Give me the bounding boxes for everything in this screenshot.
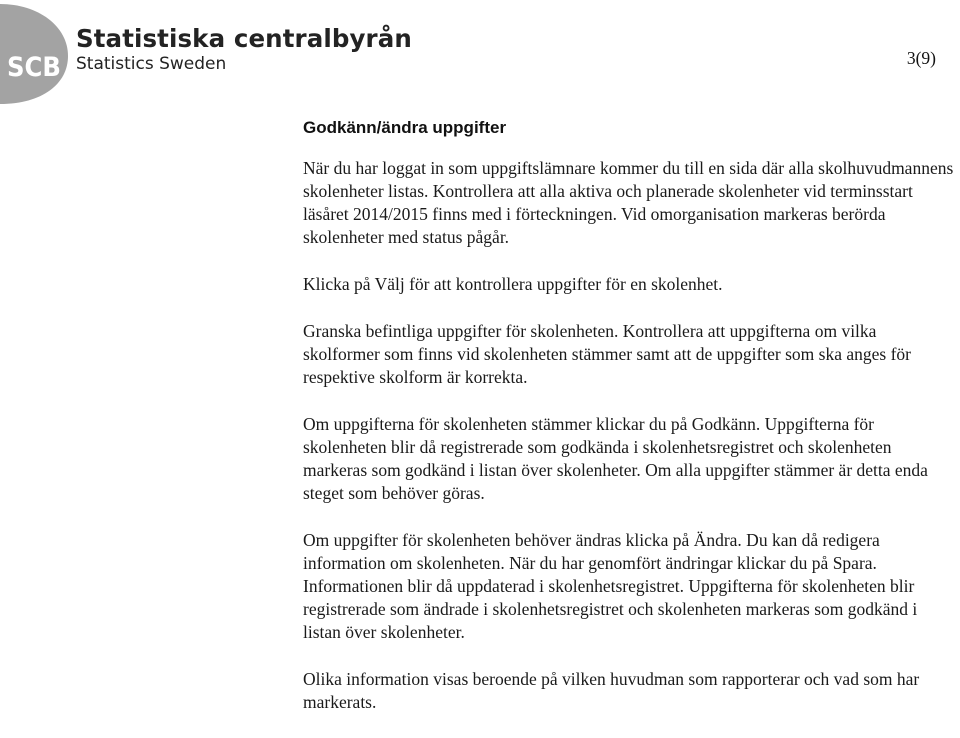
page-header [0,0,960,110]
paragraph-approve: Om uppgifterna för skolenheten stämmer klickar du på Godkänn. Uppgifterna för skolenheten blir då registrerade som godkända i skolenhetsregistret och skolenheten markeras som godkänd i listan över skolenheter. Om alla uppgifter stämmer är detta enda steget som behöver göras. [303,414,928,503]
paragraph-info: Olika information visas beroende på vilken huvudman som rapporterar och vad som har markerats. [303,669,920,712]
paragraph-change: Om uppgifter för skolenheten behöver ändras klicka på Ändra. Du kan då redigera information om skolenheten. När du har genomfört ändringar klickar du på Spara. Informationen blir då uppdaterad i skolenhetsregistret. Uppgifterna för skolenheten blir registrerade som ändrade i skolenhetsregistret och skolenheten markeras som godkänd i listan över skolenheter. [303,530,918,642]
section-heading: Godkänn/ändra uppgifter [303,118,507,137]
logo-wordmark [76,24,412,75]
org-name-english: Statistics Sweden [76,54,227,74]
paragraph-intro: När du har loggat in som uppgiftslämnare kommer du till en sida där alla skolhuvudmannens skolenheter listas. Kontrollera att alla aktiva och planerade skolenheter vid terminsstart läsåret 2014/2015 finns med i förteckningen. Vid omorganisation markeras berörda skolenheter med status pågår. [303,158,954,247]
scb-logo-icon [0,0,70,104]
svg-text:SCB: SCB [7,52,61,83]
page-number: 3(9) [906,48,936,68]
paragraph-review: Granska befintliga uppgifter för skolenheten. Kontrollera att uppgifterna om vilka skolformer som finns vid skolenheten stämmer samt att de uppgifter som ska anges för respektive skolform är korrekta. [303,321,911,387]
org-name: Statistiska centralbyrån [76,24,412,53]
document-body [303,116,957,738]
paragraph-select: Klicka på Välj för att kontrollera uppgifter för en skolenhet. [303,274,723,294]
